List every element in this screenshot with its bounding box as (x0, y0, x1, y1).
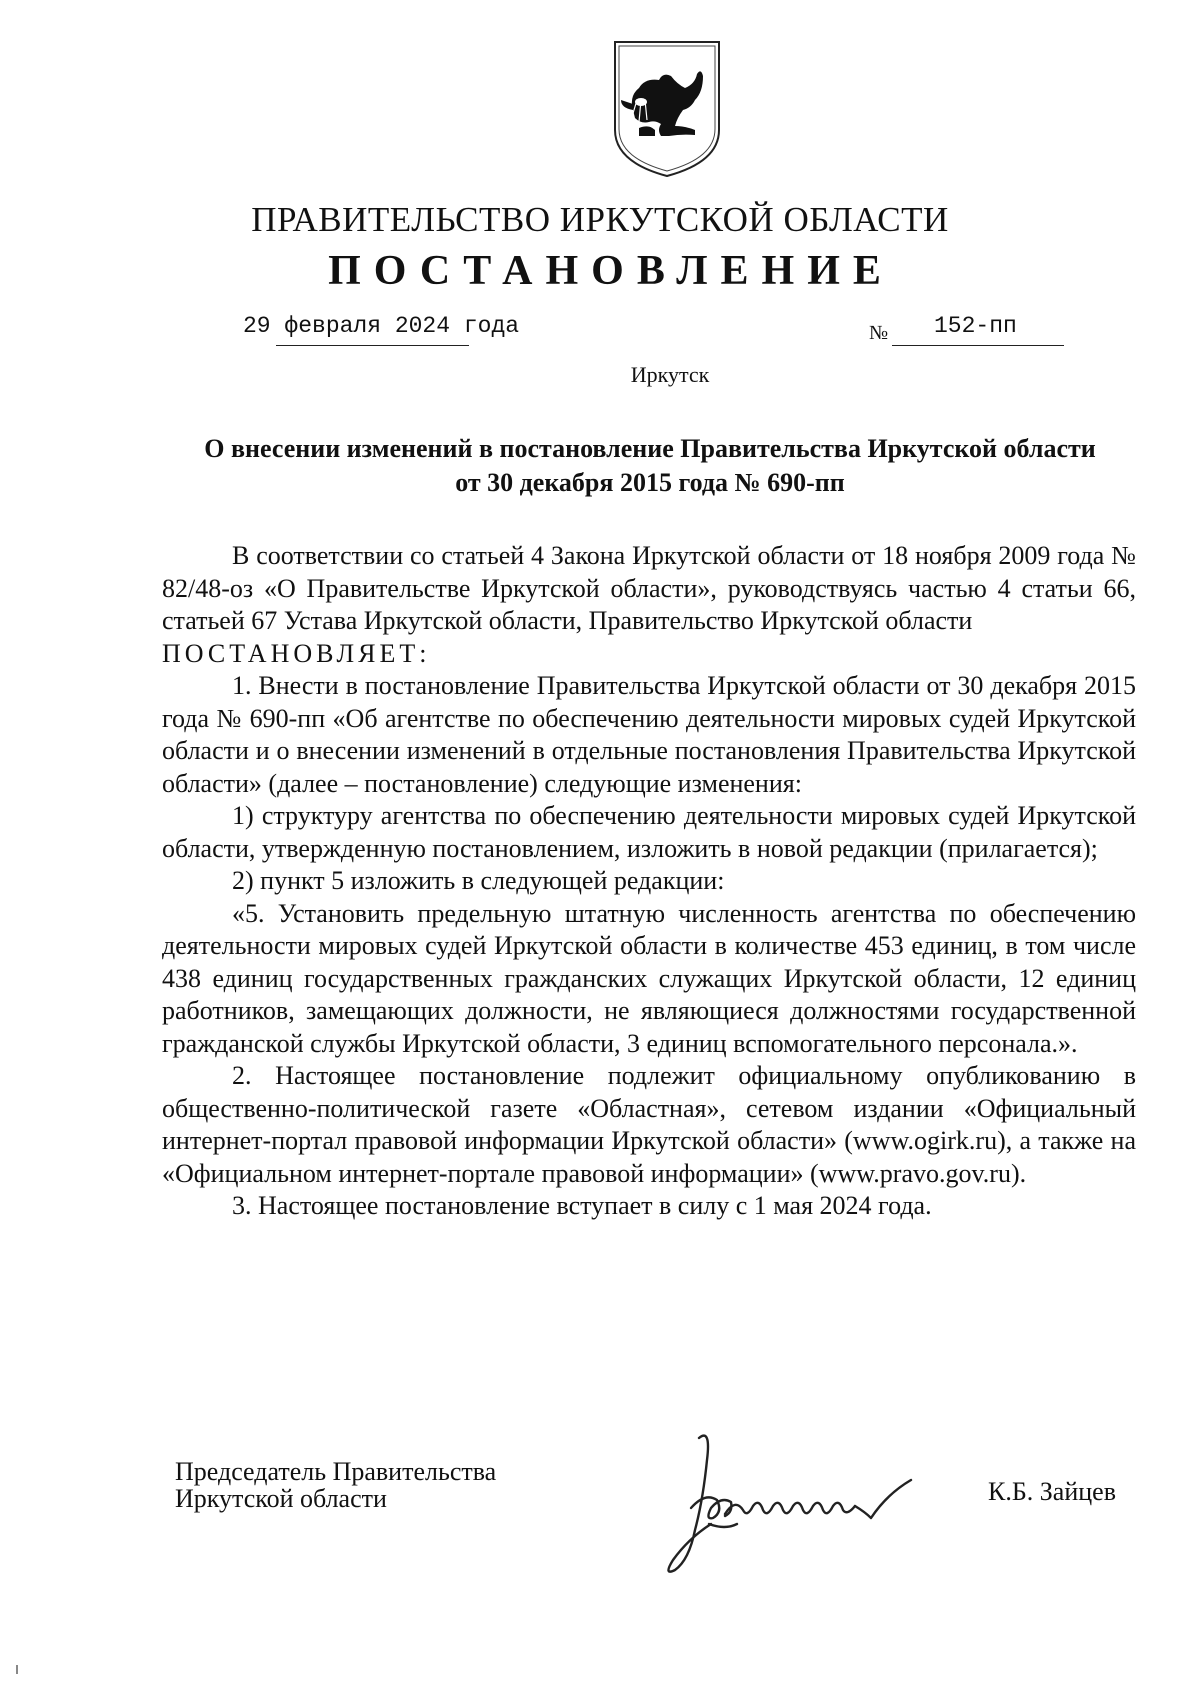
item-3: 3. Настоящее постановление вступает в силу с 1 мая 2024 года. (232, 1191, 932, 1220)
signatory-title-line: Председатель Правительства (175, 1457, 497, 1486)
subitem-2: 2) пункт 5 изложить в следующей редакции: (232, 866, 725, 895)
date-underline (276, 345, 469, 346)
document-type: ПОСТАНОВЛЕНИЕ (328, 248, 894, 294)
item-1: 1. Внести в постановление Правительства Иркутской области от 30 декабря 2015 года № 690-пп «Об агентстве по обеспечению деятельности мировых судей Иркутской области и о внесении изменений в отдельные постановления Правительства Иркутской области» (далее – постановление) следующие изменения: (162, 671, 1136, 798)
title-line: О внесении изменений в постановление Правительства Иркутской области (204, 434, 1096, 463)
document-number: 152-пп (934, 313, 1017, 339)
number-sign: № (869, 322, 889, 344)
signatory-name: К.Б. Зайцев (988, 1477, 1116, 1506)
organization-name: ПРАВИТЕЛЬСТВО ИРКУТСКОЙ ОБЛАСТИ (251, 200, 949, 239)
document-date: 29 февраля 2024 года (243, 313, 520, 339)
subitem-1: 1) структуру агентства по обеспечению деятельности мировых судей Иркутской области, утвержденную постановлением, изложить в новой редакции (прилагается); (162, 801, 1136, 863)
quoted-item-5: «5. Установить предельную штатную численность агентства по обеспечению деятельности мировых судей Иркутской области в количестве 453 единиц, в том числе 438 единиц государственных гражданских служащих Иркутской области, 12 единиц работников, замещающих должности, не являющиеся должностями государственной гражданской службы Иркутской области, 3 единиц вспомогательного персонала.». (162, 898, 1136, 1058)
item-2: 2. Настоящее постановление подлежит официальному опубликованию в общественно-политической газете «Областная», сетевом издании «Официальный интернет-портал правовой информации Иркутской области» (www.ogirk.ru), а также на «Официальном интернет-портале правовой информации» (www.pravo.gov.ru). (162, 1061, 1136, 1188)
document-body (162, 540, 1136, 1223)
signatory-title (175, 1458, 496, 1512)
document-title (150, 432, 1150, 500)
handwritten-signature (665, 1420, 935, 1590)
signatory-title-line: Иркутской области (175, 1484, 387, 1513)
coat-of-arms-icon (611, 38, 723, 180)
number-underline (892, 345, 1064, 346)
city: Иркутск (630, 362, 710, 387)
resolves-heading: ПОСТАНОВЛЯЕТ: (162, 638, 431, 668)
preamble-paragraph: В соответствии со статьей 4 Закона Иркутской области от 18 ноября 2009 года № 82/48-оз «О Правительстве Иркутской области», руководствуясь частью 4 статьи 66, статьей 67 Устава Иркутской области, Правительство Иркутской области (162, 541, 1136, 635)
scan-mark (16, 1665, 18, 1674)
title-line: от 30 декабря 2015 года № 690-пп (455, 468, 845, 497)
